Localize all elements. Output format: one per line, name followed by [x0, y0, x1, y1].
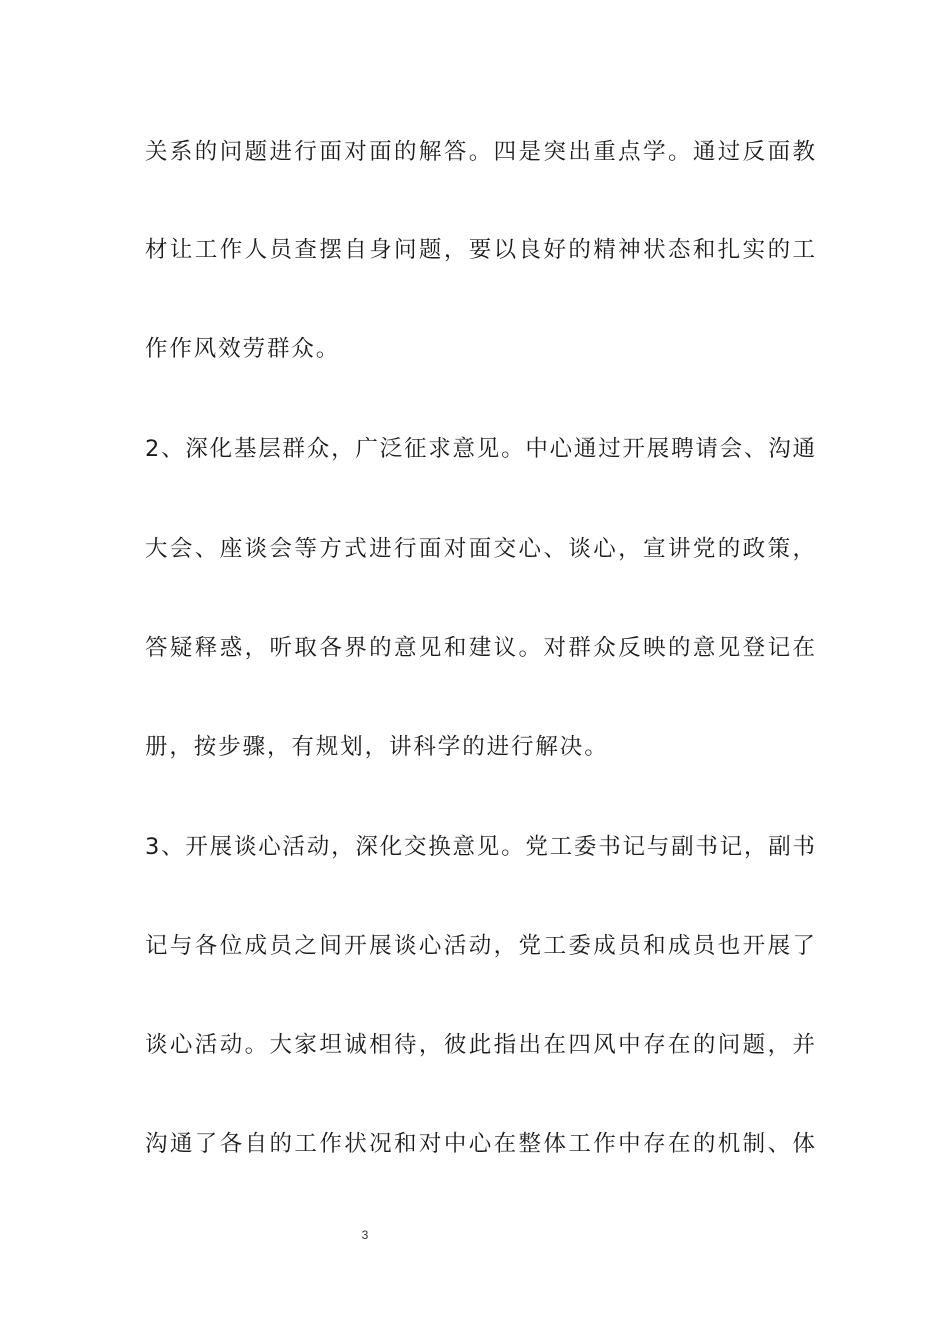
- text-line: 材让工作人员查摆自身问题，要以良好的精神状态和扎实的工: [145, 237, 815, 263]
- text-line: 大会、座谈会等方式进行面对面交心、谈心，宣讲党的政策，: [145, 536, 815, 562]
- text-line: 3、开展谈心活动，深化交换意见。党工委书记与副书记，副书: [145, 834, 815, 860]
- text-line: 谈心活动。大家坦诚相待，彼此指出在四风中存在的问题，并: [145, 1032, 815, 1058]
- text-line: 记与各位成员之间开展谈心活动，党工委成员和成员也开展了: [145, 933, 815, 959]
- text-line: 2、深化基层群众，广泛征求意见。中心通过开展聘请会、沟通: [145, 436, 815, 462]
- text-line: 答疑释惑，听取各界的意见和建议。对群众反映的意见登记在: [145, 635, 815, 661]
- text-line: 册，按步骤，有规划，讲科学的进行解决。: [145, 734, 609, 760]
- text-line: 沟通了各自的工作状况和对中心在整体工作中存在的机制、体: [145, 1131, 815, 1157]
- text-line: 作作风效劳群众。: [145, 336, 341, 362]
- text-line: 关系的问题进行面对面的解答。四是突出重点学。通过反面教: [145, 139, 815, 165]
- page-number: 3: [361, 1228, 369, 1242]
